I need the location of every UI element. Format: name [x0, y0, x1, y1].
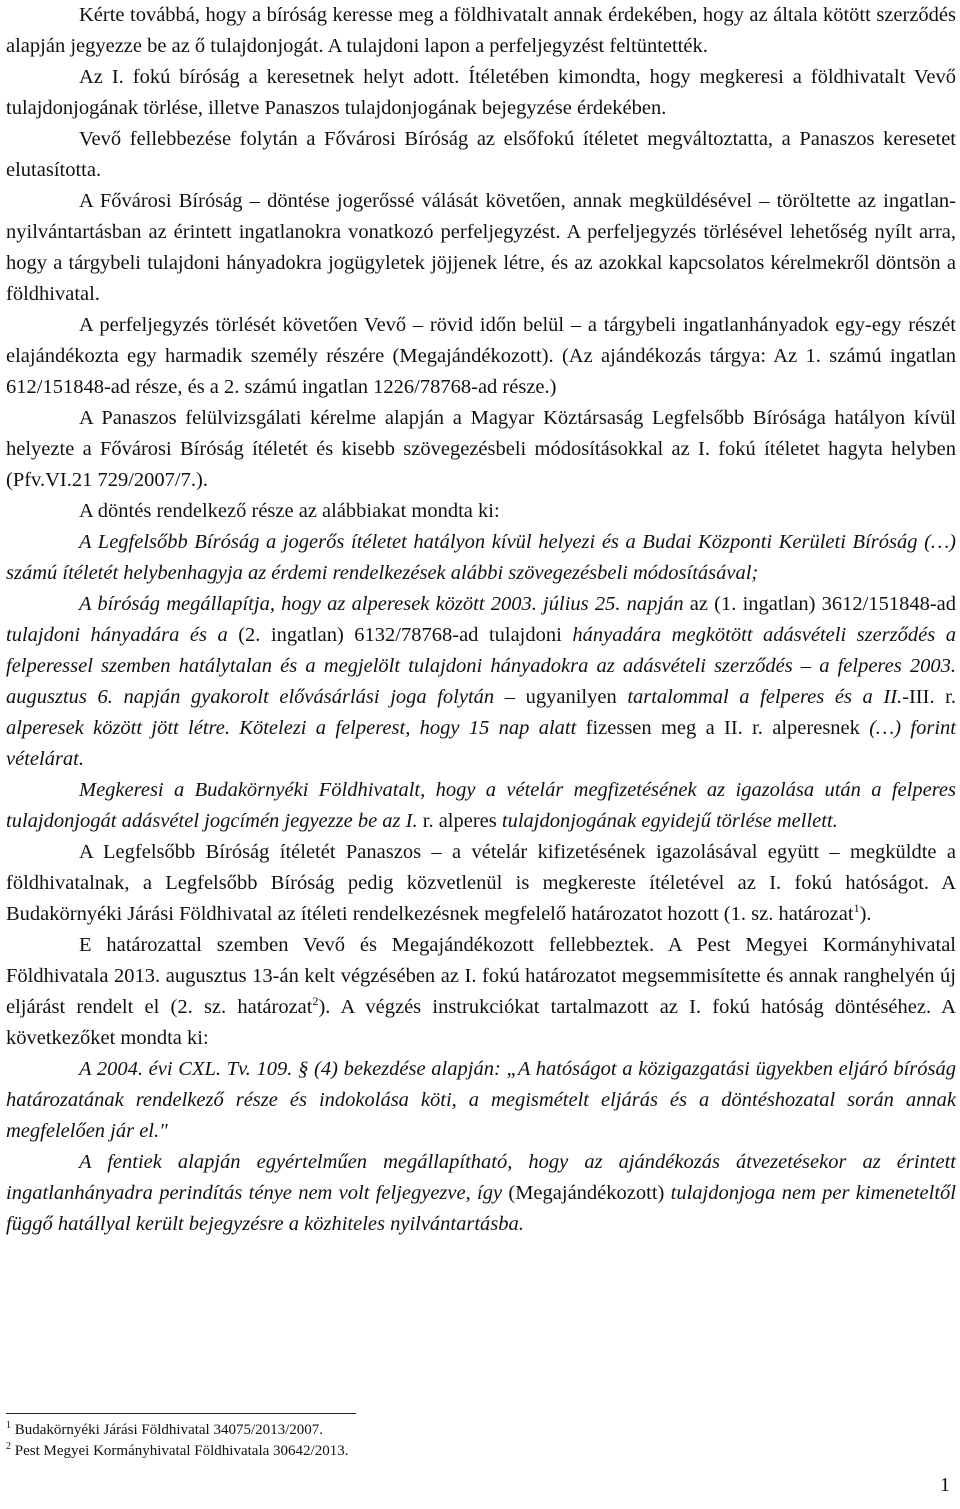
paragraph-6: A Panaszos felülvizsgálati kérelme alapján a Magyar Köztársaság Legfelsőbb Bírósága hatályon kívül helyezte a Fővárosi Bíróság ítéletét és kisebb szövegezésbeli módosításokkal az I. fokú ítéletet hagyta helyben (Pfv.VI.21 729/2007/7.). — [6, 407, 956, 491]
paragraph-5: A perfeljegyzés törlését követően Vevő – rövid időn belül – a tárgybeli ingatlanhányadok egy-egy részét elajándékozta egy harmadik személy részére (Megajándékozott). (Az ajándékozás tárgya: Az 1. számú ingatlan 612/151848-ad része, és a 2. számú ingatlan 1226/78768-ad része.) — [6, 314, 956, 398]
paragraph-11 — [6, 837, 956, 930]
paragraph-7: A döntés rendelkező része az alábbiakat mondta ki: — [79, 500, 500, 522]
footnote-1-text: Budakörnyéki Járási Földhivatal 34075/2013/2007. — [11, 1422, 324, 1438]
paragraph-4: A Fővárosi Bíróság – döntése jogerőssé válását követően, annak megküldésével – töröltette az ingatlan-nyilvántartásban az érintett ingatlanokra vonatkozó perfeljegyzést. A perfeljegyzés törlésével lehetőség nyílt arra, hogy a tárgybeli tulajdoni hányadokra jogügyletek jöjjenek létre, és az azokkal kapcsolatos kérelmekről döntsön a földhivatal. — [6, 190, 956, 305]
p9-seg-6: – ugyanilyen — [494, 686, 628, 708]
p11-tail: ). — [859, 903, 872, 925]
paragraph-1: Kérte továbbá, hogy a bíróság keresse meg a földhivatalt annak érdekében, hogy az általa kötött szerződés alapján jegyezze be az ő tulajdonjogát. A tulajdoni lapon a perfeljegyzést feltüntették. — [6, 4, 956, 57]
footnote-1-num: 1 — [6, 1420, 11, 1431]
p9-seg-7: tartalommal a felperes és a II. — [627, 686, 903, 708]
p14-seg-2: (Megajándékozott) — [502, 1182, 671, 1204]
p10-seg-2: r. alperes — [417, 810, 502, 832]
footnote-2-text: Pest Megyei Kormányhivatal Földhivatala 30642/2013. — [11, 1443, 349, 1459]
p10-seg-3: tulajdonjogának egyidejű törlése mellett. — [501, 810, 838, 832]
p9-seg-8: -III. r. — [902, 686, 957, 708]
footnote-ref-2: 2 — [312, 994, 319, 1009]
p14-seg-1: A fentiek alapján egyértelműen megállapítható, hogy az ajándékozás átvezetésekor az érintett ingatlanhányadra perindítás ténye nem volt feljegyezve, így — [6, 1151, 956, 1204]
p9-seg-3: tulajdoni hányadára és a — [6, 624, 228, 646]
p11-text: A Legfelsőbb Bíróság ítéletét Panaszos – a vételár kifizetésének igazolásával együtt – megküldte a földhivatalnak, a Legfelsőbb Bíróság pedig közvetlenül is megkereste ítéletével az I. fokú hatóságot. A Budakörnyéki Járási Földhivatal az ítéleti rendelkezésnek megfelelő határozatot hozott (1. sz. határozat — [6, 841, 956, 925]
p10-seg-1: Megkeresi a Budakörnyéki Földhivatalt, hogy a vételár megfizetésének az igazolása után a felperes tulajdonjogát adásvétel jogcímén jegyezze be az I. — [6, 779, 956, 832]
p9-seg-1: A bíróság megállapítja, hogy az alperesek között 2003. július 25. napján — [79, 593, 684, 615]
p9-seg-5: hányadára megkötött adásvételi szerződés a felperessel szemben hatálytalan és a megjelölt tulajdoni hányadokra az adásvételi szerződés – a felperes 2003. augusztus 6. napján gyakorolt elővásárlási joga folytán — [6, 624, 956, 708]
paragraph-14 — [6, 1147, 956, 1240]
p9-seg-9: alperesek között jött létre. Kötelezi a felperest, hogy 15 nap alatt — [6, 717, 577, 739]
footnotes — [6, 1413, 606, 1462]
paragraph-2: Az I. fokú bíróság a keresetnek helyt adott. Ítéletében kimondta, hogy megkeresi a földhivatalt Vevő tulajdonjogának törlése, illetve Panaszos tulajdonjogának bejegyzése érdekében. — [6, 66, 956, 119]
page-number: 1 — [940, 1474, 950, 1496]
p12-text: E határozattal szemben Vevő és Megajándékozott fellebbeztek. A Pest Megyei Kormányhivatal Földhivatala 2013. augusztus 13-án kelt végzésében az I. fokú határozatot megsemmisítette és annak ranghelyén új eljárást rendelt el (2. sz. határozat — [6, 934, 956, 1018]
p12-tail: ). A végzés instrukciókat tartalmazott az I. fokú hatóság döntéséhez. A következőket mondta ki: — [6, 996, 956, 1049]
footnote-1 — [6, 1420, 606, 1441]
p9-seg-11: (…) forint vételárat. — [6, 717, 956, 770]
footnote-divider — [6, 1413, 356, 1414]
document-body — [6, 0, 956, 1240]
paragraph-8-italic: A Legfelsőbb Bíróság a jogerős ítéletet hatályon kívül helyezi és a Budai Központi Kerületi Bíróság (…) számú ítéletét helybenhagyja az érdemi rendelkezések alábbi szövegezésbeli módosításával; — [6, 531, 956, 584]
p14-seg-3: tulajdonjoga nem per kimeneteltől függő hatállyal került bejegyzésre a közhiteles nyilvántartásba. — [6, 1182, 956, 1235]
p9-seg-10: fizessen meg a II. r. alperesnek — [576, 717, 870, 739]
p9-seg-2: az (1. ingatlan) 3612/151848-ad — [683, 593, 956, 615]
paragraph-9 — [6, 589, 956, 775]
paragraph-13-quote: A 2004. évi CXL. Tv. 109. § (4) bekezdése alapján: „A hatóságot a közigazgatási ügyekben eljáró bíróság határozatának rendelkező része és indokolása köti, a megismételt eljárás és a döntéshozatal során annak megfelelően jár el." — [6, 1058, 956, 1142]
p9-seg-4: (2. ingatlan) 6132/78768-ad tulajdoni — [227, 624, 573, 646]
paragraph-12 — [6, 930, 956, 1054]
footnote-ref-1: 1 — [853, 901, 860, 916]
footnote-2-num: 2 — [6, 1441, 11, 1452]
paragraph-3: Vevő fellebbezése folytán a Fővárosi Bíróság az elsőfokú ítéletet megváltoztatta, a Panaszos keresetet elutasította. — [6, 128, 956, 181]
footnote-2 — [6, 1441, 606, 1462]
paragraph-10 — [6, 775, 956, 837]
